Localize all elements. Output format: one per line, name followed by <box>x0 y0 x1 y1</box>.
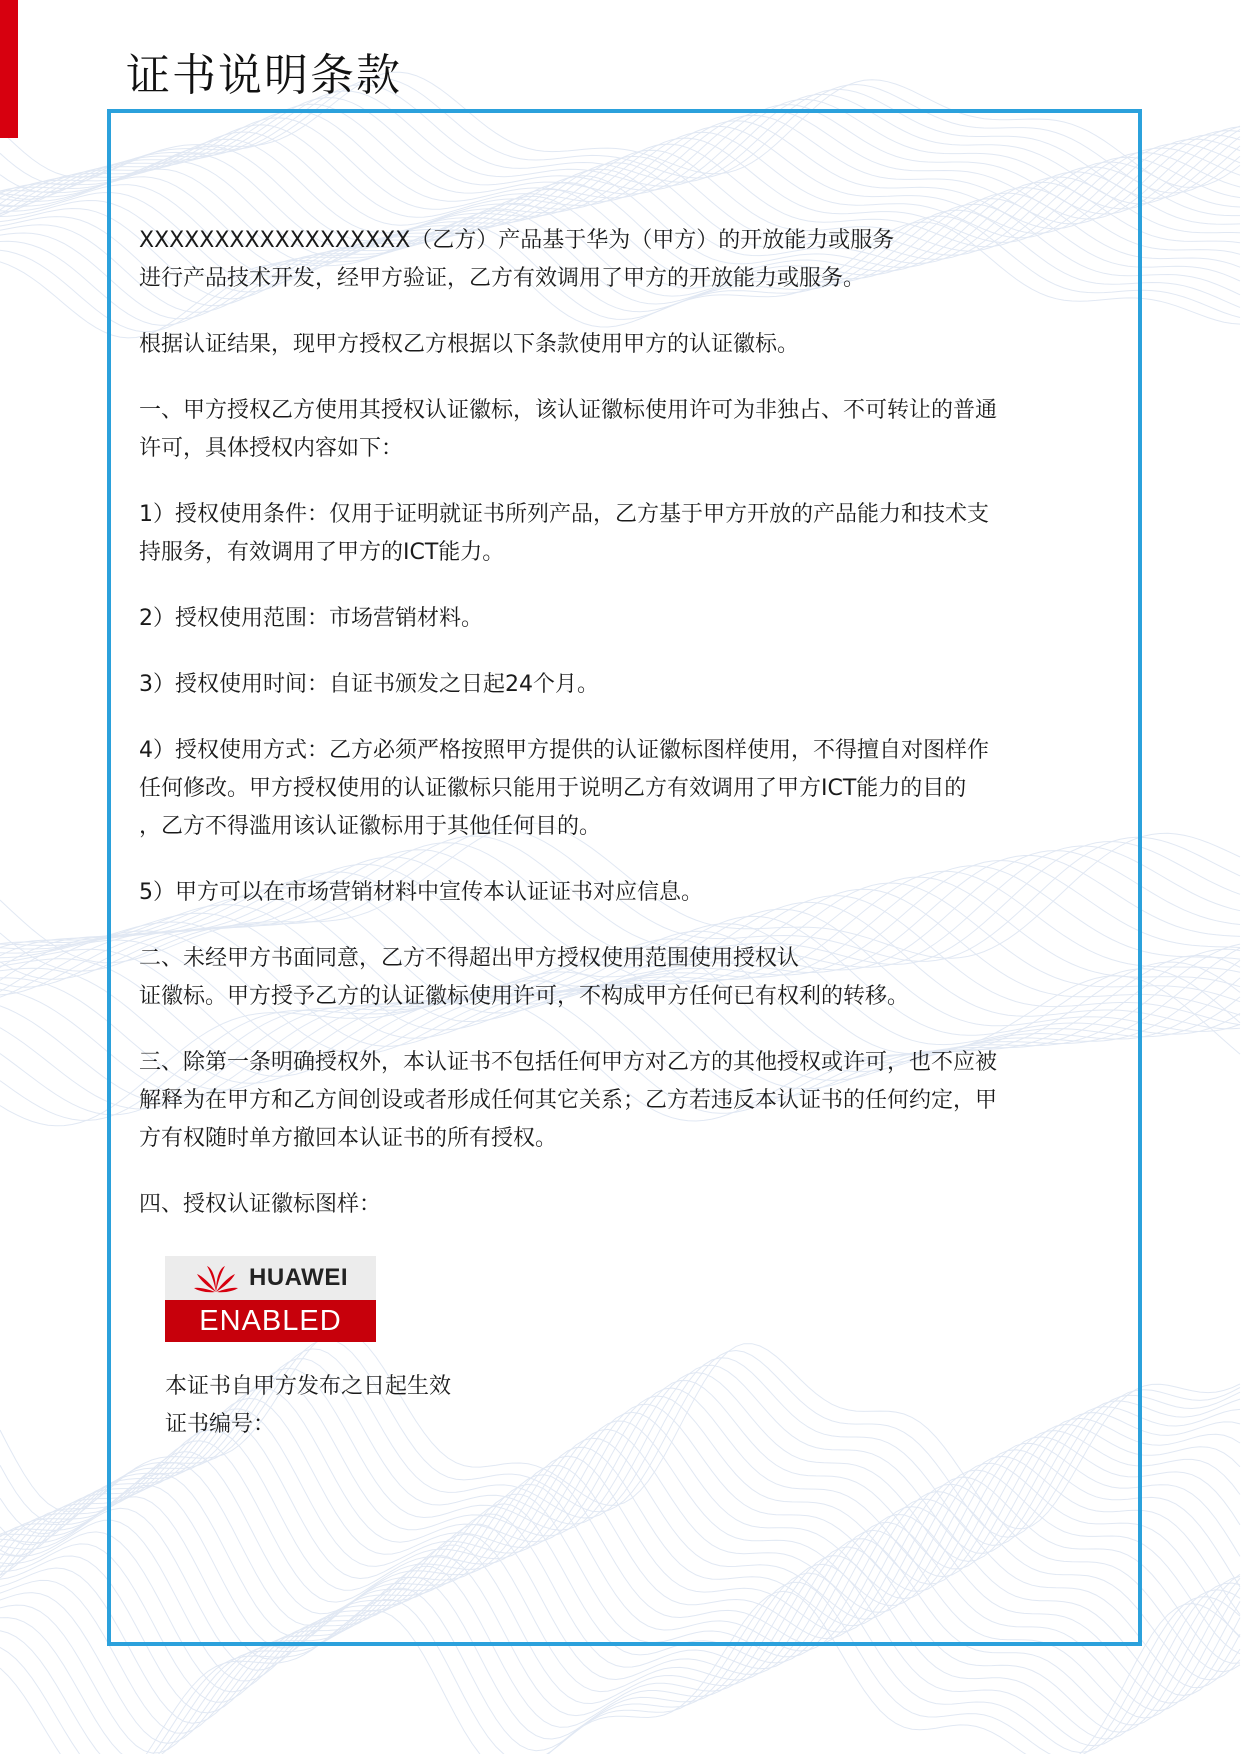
paragraph-line: 三、除第一条明确授权外，本认证书不包括任何甲方对乙方的其他授权或许可，也不应被 <box>139 1050 998 1075</box>
paragraph-line: 解释为在甲方和乙方间创设或者形成任何其它关系；乙方若违反本认证书的任何约定，甲 <box>139 1088 998 1113</box>
certificate-number-label: 证书编号： <box>165 1412 276 1437</box>
certificate-footer <box>165 1368 451 1444</box>
paragraph-line: 4）授权使用方式：乙方必须严格按照甲方提供的认证徽标图样使用，不得擅自对图样作 <box>139 738 989 763</box>
red-accent-tab <box>0 0 18 138</box>
paragraph-line: 1）授权使用条件：仅用于证明就证书所列产品，乙方基于甲方开放的产品能力和技术支 <box>139 502 989 527</box>
terms-paragraph <box>139 1186 1114 1224</box>
logo-top <box>165 1256 376 1300</box>
paragraph-line: 任何修改。甲方授权使用的认证徽标只能用于说明乙方有效调用了甲方ICT能力的目的 <box>139 776 967 801</box>
effective-date-text: 本证书自甲方发布之日起生效 <box>165 1374 452 1399</box>
logo-enabled-badge: ENABLED <box>165 1300 376 1342</box>
paragraph-line: 方有权随时单方撤回本认证书的所有授权。 <box>139 1126 558 1151</box>
paragraph-line: 一、甲方授权乙方使用其授权认证徽标，该认证徽标使用许可为非独占、不可转让的普通 <box>139 398 998 423</box>
terms-paragraph <box>139 940 1114 1016</box>
huawei-flower-icon <box>193 1263 239 1293</box>
paragraph-line: 3）授权使用时间：自证书颁发之日起24个月。 <box>139 672 599 697</box>
paragraph-line: ，乙方不得滥用该认证徽标用于其他任何目的。 <box>139 814 602 839</box>
terms-paragraph <box>139 732 1114 846</box>
paragraph-line: 5）甲方可以在市场营销材料中宣传本认证证书对应信息。 <box>139 880 703 905</box>
paragraph-line: 证徽标。甲方授予乙方的认证徽标使用许可，不构成甲方任何已有权利的转移。 <box>139 984 910 1009</box>
paragraph-line: 许可，具体授权内容如下： <box>139 436 404 461</box>
terms-paragraph <box>139 1044 1114 1158</box>
huawei-enabled-logo <box>165 1256 376 1342</box>
terms-paragraph <box>139 874 1114 912</box>
paragraph-line: 四、授权认证徽标图样： <box>139 1192 382 1217</box>
paragraph-line: 二、未经甲方书面同意，乙方不得超出甲方授权使用范围使用授权认 <box>139 946 800 971</box>
terms-paragraph <box>139 326 1114 364</box>
terms-paragraph <box>139 222 1114 298</box>
logo-brand-text: HUAWEI <box>249 1264 348 1291</box>
terms-paragraph <box>139 496 1114 572</box>
terms-paragraph <box>139 392 1114 468</box>
paragraph-line: 进行产品技术开发，经甲方验证，乙方有效调用了甲方的开放能力或服务。 <box>139 266 866 291</box>
paragraph-line: XXXXXXXXXXXXXXXXXX（乙方）产品基于华为（甲方）的开放能力或服务 <box>139 228 895 253</box>
paragraph-line: 持服务，有效调用了甲方的ICT能力。 <box>139 540 505 565</box>
terms-paragraph <box>139 600 1114 638</box>
paragraph-line: 根据认证结果，现甲方授权乙方根据以下条款使用甲方的认证徽标。 <box>139 332 800 357</box>
page-title: 证书说明条款 <box>126 50 402 101</box>
terms-body <box>139 222 1114 1252</box>
paragraph-line: 2）授权使用范围：市场营销材料。 <box>139 606 483 631</box>
terms-paragraph <box>139 666 1114 704</box>
